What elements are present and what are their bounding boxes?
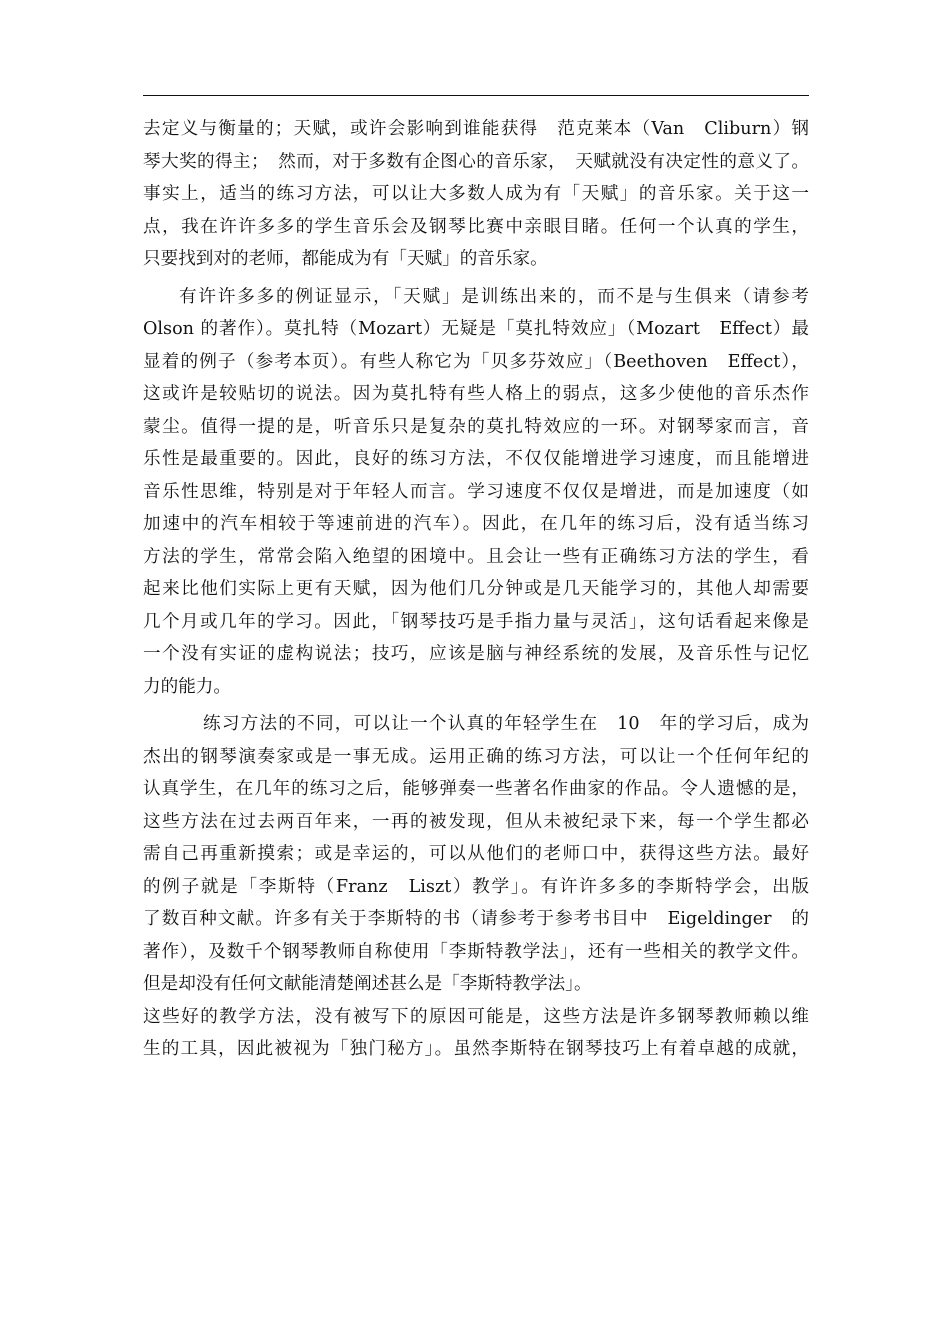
- text-line: 这些好的教学方法，没有被写下的原因可能是，这些方法是许多钢琴教师赖以维: [143, 1006, 809, 1027]
- text-line: 点，我在许许多多的学生音乐会及钢琴比赛中亲眼目睹。任何一个认真的学生，: [143, 216, 809, 237]
- header-rule: [143, 95, 809, 96]
- text-line: 有许许多多的例证显示，「天赋」是训练出来的，而不是与生俱来（请参考: [179, 286, 809, 307]
- text-line: 音乐性思维，特别是对于年轻人而言。学习速度不仅仅是增进，而是加速度（如: [143, 481, 809, 502]
- text-line: 这或许是较贴切的说法。因为莫扎特有些人格上的弱点，这多少使他的音乐杰作: [143, 384, 809, 404]
- text-line: 显着的例子（参考本页）。有些人称它为「贝多芬效应」（Beethoven Effect），: [143, 351, 809, 372]
- text-line: 去定义与衡量的；天赋，或许会影响到谁能获得 范克莱本（Van Cliburn）钢: [143, 119, 809, 139]
- text-line: 蒙尘。值得一提的是，听音乐只是复杂的莫扎特效应的一环。对钢琴家而言，音: [143, 416, 809, 437]
- text-line: 一个没有实证的虚构说法；技巧，应该是脑与神经系统的发展，及音乐性与记忆: [143, 644, 809, 664]
- text-line: 加速中的汽车相较于等速前进的汽车）。因此，在几年的练习后，没有适当练习: [143, 514, 809, 534]
- text-line: 生的工具，因此被视为「独门秘方」。虽然李斯特在钢琴技巧上有着卓越的成就，: [143, 1039, 809, 1059]
- text-line: 杰出的钢琴演奏家或是一事无成。运用正确的练习方法，可以让一个任何年纪的: [143, 746, 809, 767]
- text-line: 这些方法在过去两百年来，一再的被发现，但从未被纪录下来，每一个学生都必: [143, 811, 809, 832]
- text-line: 只要找到对的老师，都能成为有「天赋」的音乐家。: [143, 249, 548, 269]
- body-text: [143, 113, 809, 1066]
- text-line: 方法的学生，常常会陷入绝望的困境中。且会让一些有正确练习方法的学生，看: [143, 546, 809, 567]
- text-line: 练习方法的不同，可以让一个认真的年轻学生在 10 年的学习后，成为: [203, 714, 809, 734]
- text-line: 了数百种文献。许多有关于李斯特的书（请参考于参考书目中 Eigeldinger 的: [143, 909, 809, 929]
- text-line: 几个月或几年的学习。因此，「钢琴技巧是手指力量与灵活」，这句话看起来像是: [143, 611, 809, 632]
- text-line: 需自己再重新摸索；或是幸运的，可以从他们的老师口中，获得这些方法。最好: [143, 844, 809, 864]
- text-line: 但是却没有任何文献能清楚阐述甚么是「李斯特教学法」。: [143, 974, 592, 994]
- text-line: 乐性是最重要的。因此，良好的练习方法，不仅仅能增进学习速度，而且能增进: [143, 449, 809, 469]
- text-line: 事实上，适当的练习方法，可以让大多数人成为有「天赋」的音乐家。关于这一: [143, 184, 809, 204]
- text-line: Olson 的著作）。莫扎特（Mozart）无疑是「莫扎特效应」（Mozart Effect）最: [143, 319, 809, 339]
- text-line: 认真学生，在几年的练习之后，能够弹奏一些著名作曲家的作品。令人遗憾的是，: [143, 779, 809, 799]
- text-line: 的例子就是「李斯特（Franz Liszt）教学」。有许许多多的李斯特学会，出版: [143, 876, 809, 897]
- text-line: 起来比他们实际上更有天赋，因为他们几分钟或是几天能学习的，其他人却需要: [143, 579, 809, 599]
- text-line: 力的能力。: [143, 676, 231, 697]
- text-line: 著作），及数千个钢琴教师自称使用「李斯特教学法」，还有一些相关的教学文件。: [143, 941, 809, 962]
- text-line: 琴大奖的得主； 然而，对于多数有企图心的音乐家， 天赋就没有决定性的意义了。: [143, 151, 809, 172]
